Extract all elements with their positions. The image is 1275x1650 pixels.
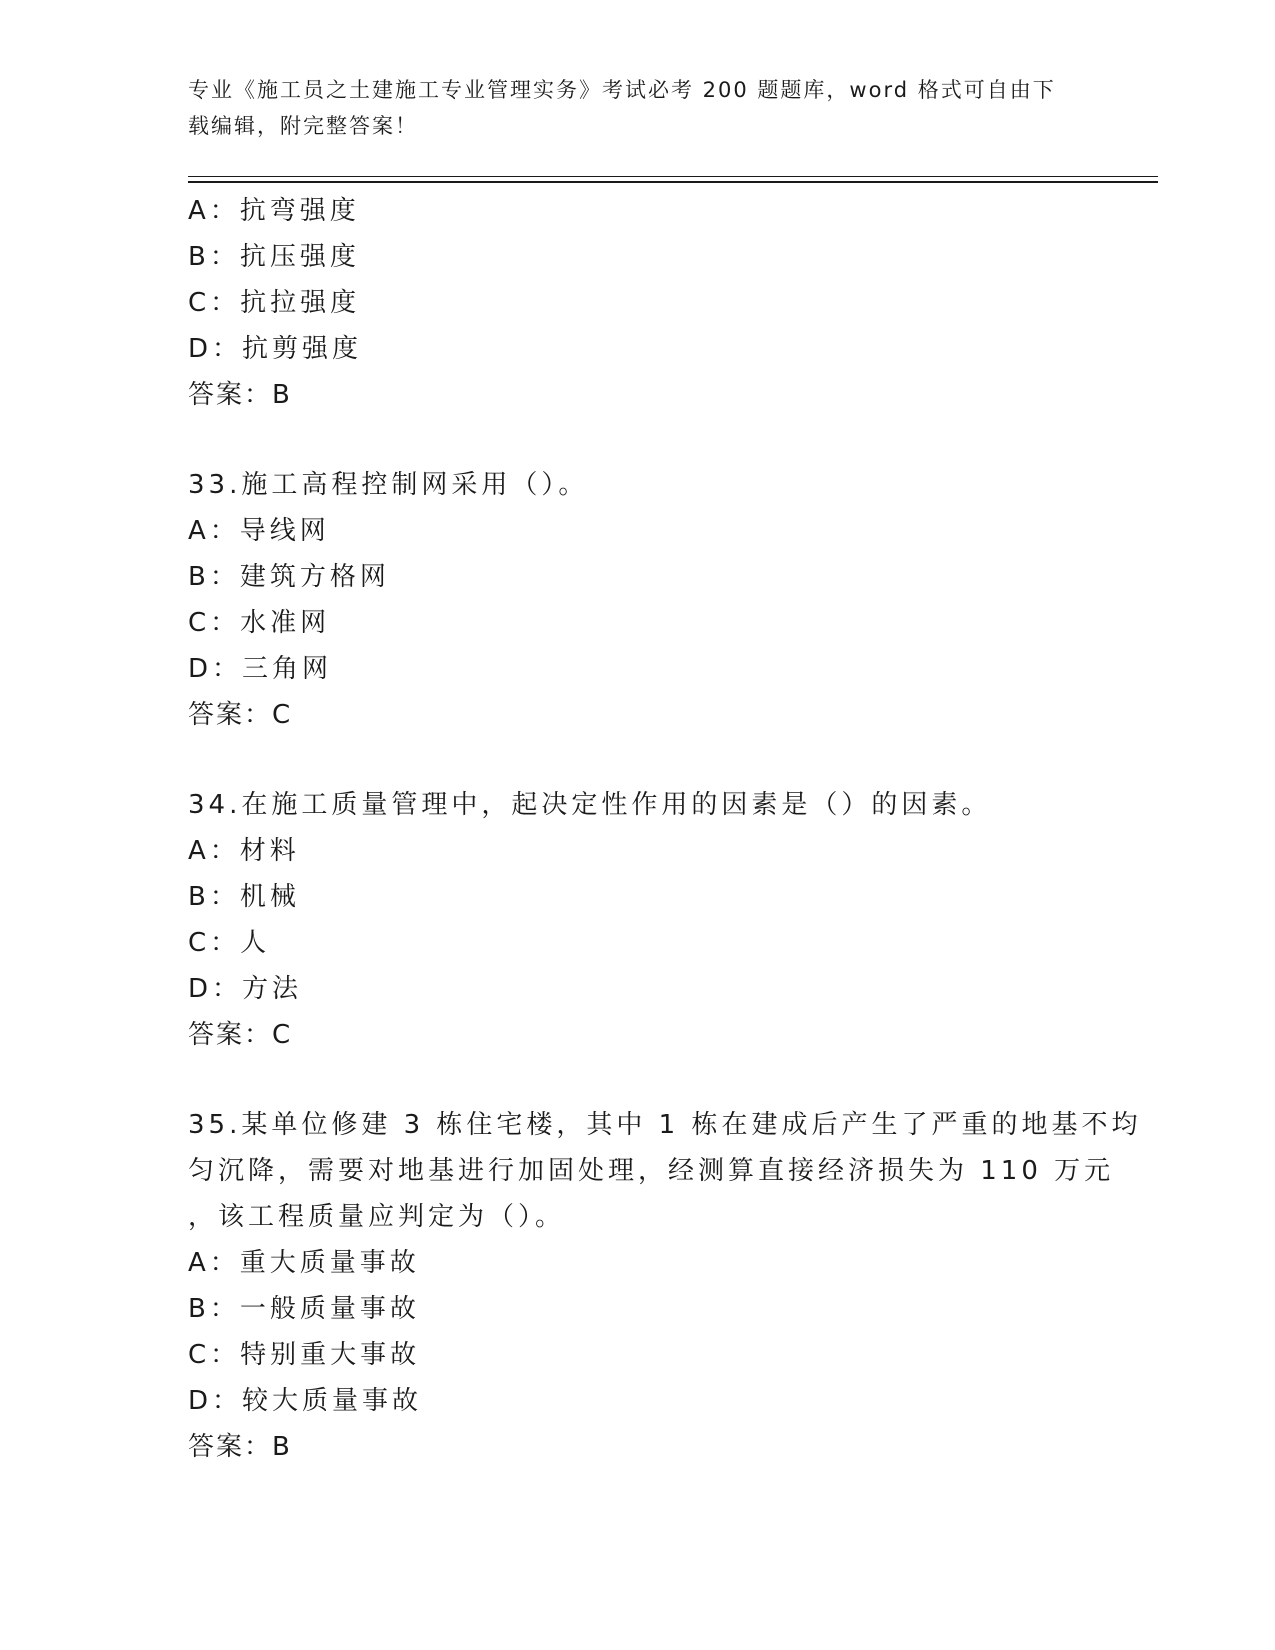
question-stem: 34.在施工质量管理中，起决定性作用的因素是（）的因素。 <box>188 790 992 820</box>
answer: 答案：C <box>188 700 293 730</box>
question-35 <box>188 1102 1142 1470</box>
question-stem-line-1: 35.某单位修建 3 栋住宅楼，其中 1 栋在建成后产生了严重的地基不均 <box>188 1110 1142 1140</box>
option-b: B：一般质量事故 <box>188 1294 420 1324</box>
option-c: C：抗拉强度 <box>188 288 361 318</box>
option-c: C：水准网 <box>188 608 331 638</box>
header-rule-thin <box>188 176 1158 177</box>
option-b: B：抗压强度 <box>188 242 360 272</box>
question-34 <box>188 782 1088 1058</box>
spacer <box>188 418 1088 462</box>
option-a: A：材料 <box>188 836 300 866</box>
document-header: 专业《施工员之土建施工专业管理实务》考试必考 200 题题库，word 格式可自由下载编辑，附完整答案！ <box>188 78 1056 138</box>
option-b: B：建筑方格网 <box>188 562 390 592</box>
option-d: D：抗剪强度 <box>188 334 363 364</box>
question-list <box>188 188 1142 1470</box>
answer: 答案：C <box>188 1020 293 1050</box>
question-33 <box>188 462 1088 738</box>
option-d: D：较大质量事故 <box>188 1386 423 1416</box>
option-a: A：抗弯强度 <box>188 196 360 226</box>
question-32 <box>188 188 1088 418</box>
option-d: D：方法 <box>188 974 303 1004</box>
question-stem: 33.施工高程控制网采用（）。 <box>188 470 589 500</box>
option-c: C：人 <box>188 928 271 958</box>
spacer <box>188 738 1088 782</box>
spacer <box>188 1058 1088 1102</box>
question-stem-line-3: ，该工程质量应判定为（）。 <box>188 1202 566 1232</box>
answer: 答案：B <box>188 1432 292 1462</box>
header-rule-thick <box>188 181 1158 183</box>
option-d: D：三角网 <box>188 654 333 684</box>
option-a: A：重大质量事故 <box>188 1248 420 1278</box>
option-c: C：特别重大事故 <box>188 1340 421 1370</box>
question-stem-line-2: 匀沉降，需要对地基进行加固处理，经测算直接经济损失为 110 万元 <box>188 1156 1115 1186</box>
answer: 答案：B <box>188 380 292 410</box>
option-b: B：机械 <box>188 882 300 912</box>
option-a: A：导线网 <box>188 516 330 546</box>
